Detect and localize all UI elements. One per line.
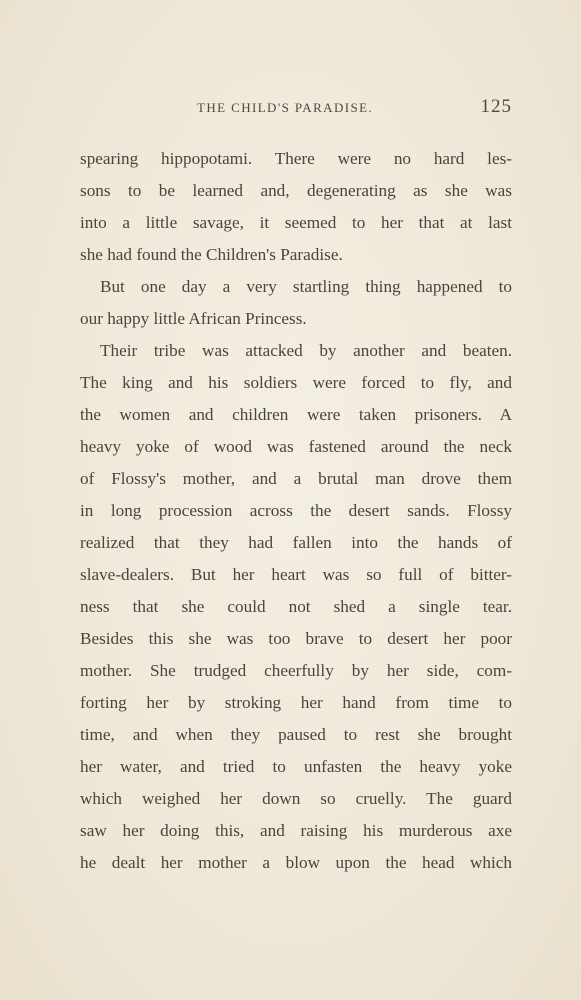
- text-line: he dealt her mother a blow upon the head which: [80, 853, 512, 872]
- text-line: she had found the Children's Paradise.: [80, 245, 343, 264]
- text-line: ness that she could not shed a single tear.: [80, 597, 512, 616]
- text-line: But one day a very startling thing happened to: [100, 277, 512, 296]
- text-line: her water, and tried to unfasten the heavy yoke: [80, 757, 512, 776]
- body-text: [80, 143, 512, 879]
- text-line: sons to be learned and, degenerating as she was: [80, 181, 512, 200]
- text-line: into a little savage, it seemed to her that at last: [80, 213, 512, 232]
- text-line: mother. She trudged cheerfully by her side, com-: [80, 661, 512, 680]
- running-title: THE CHILD'S PARADISE.: [197, 100, 374, 115]
- text-line: time, and when they paused to rest she brought: [80, 725, 512, 744]
- text-line: Their tribe was attacked by another and beaten.: [100, 341, 512, 360]
- text-line: of Flossy's mother, and a brutal man drove them: [80, 469, 512, 488]
- text-line: the women and children were taken prisoners. A: [80, 405, 512, 424]
- running-head: [80, 96, 512, 124]
- text-line: heavy yoke of wood was fastened around the neck: [80, 437, 512, 456]
- text-line: in long procession across the desert sands. Flossy: [80, 501, 512, 520]
- page-number: 125: [480, 96, 512, 117]
- text-line: our happy little African Princess.: [80, 309, 307, 328]
- text-line: Besides this she was too brave to desert her poor: [80, 629, 512, 648]
- text-line: realized that they had fallen into the hands of: [80, 533, 512, 552]
- text-line: spearing hippopotami. There were no hard les-: [80, 149, 512, 168]
- text-line: which weighed her down so cruelly. The guard: [80, 789, 512, 808]
- text-line: forting her by stroking her hand from time to: [80, 693, 512, 712]
- text-line: The king and his soldiers were forced to fly, and: [80, 373, 512, 392]
- text-line: slave-dealers. But her heart was so full of bitter-: [80, 565, 512, 584]
- text-line: saw her doing this, and raising his murderous axe: [80, 821, 512, 840]
